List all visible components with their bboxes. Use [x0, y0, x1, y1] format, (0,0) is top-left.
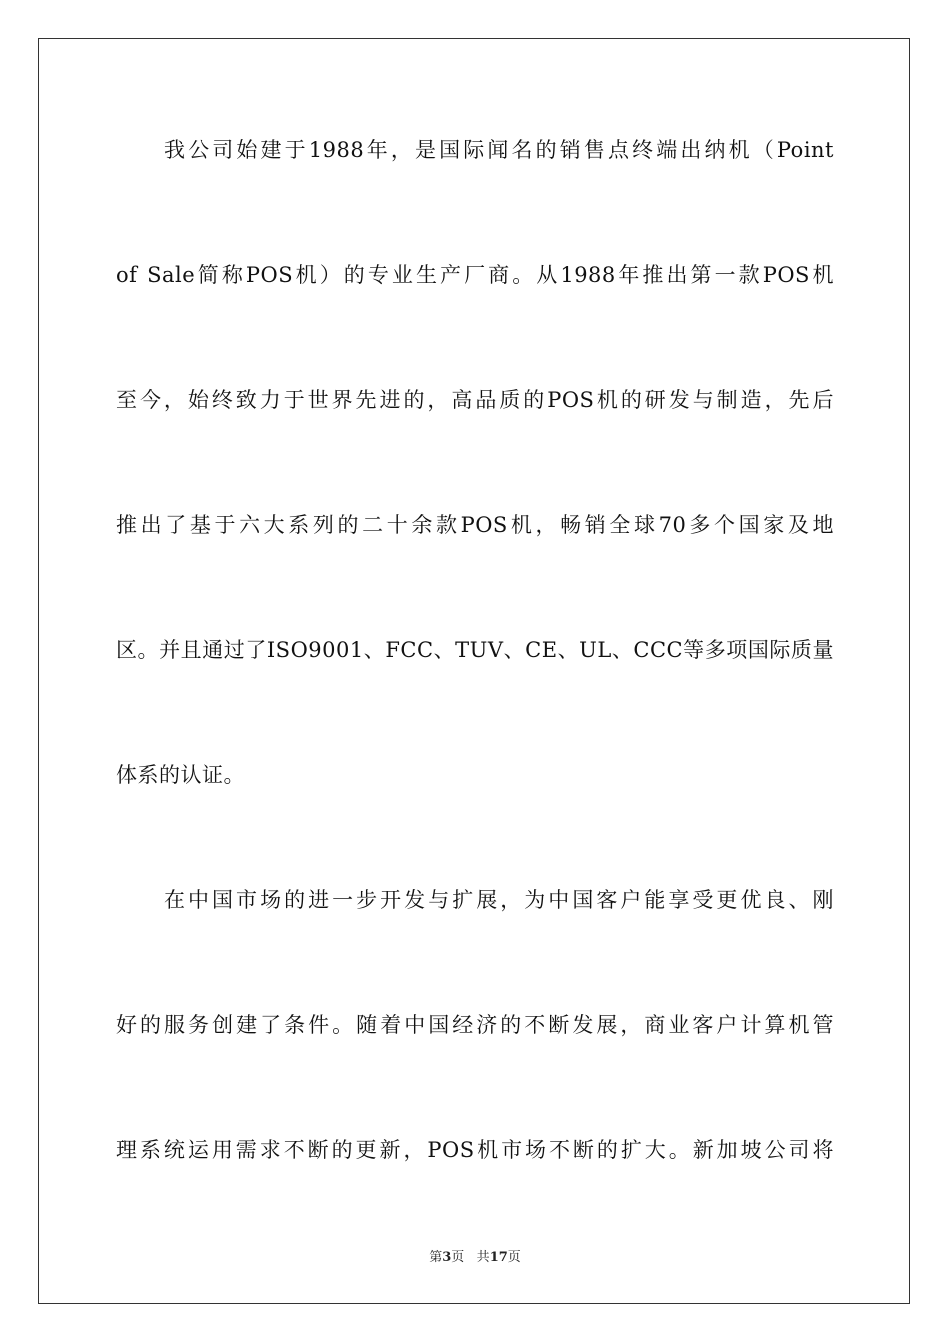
paragraph-2-line-2: 好的服务创建了条件。随着中国经济的不断发展，商业客户计算机管 [116, 1013, 834, 1037]
footer-total-pages: 17 [489, 1250, 508, 1265]
paragraph-1-line-6: 体系的认证。 [116, 763, 245, 787]
paragraph-2-line-1: 在中国市场的进一步开发与扩展，为中国客户能享受更优良、刚 [164, 888, 834, 912]
footer-page-suffix: 页 [451, 1250, 465, 1265]
page-footer [0, 1246, 950, 1265]
footer-page-prefix: 第 [429, 1250, 443, 1265]
footer-total-suffix: 页 [507, 1250, 521, 1265]
paragraph-1-line-1: 我公司始建于1988年，是国际闻名的销售点终端出纳机（Point [164, 138, 834, 162]
paragraph-1-line-5: 区。并且通过了ISO9001、FCC、TUV、CE、UL、CCC等多项国际质量 [116, 638, 834, 662]
footer-page-number: 3 [442, 1250, 452, 1265]
document-body [116, 118, 834, 1243]
paragraph-1-line-4: 推出了基于六大系列的二十余款POS机，畅销全球70多个国家及地 [116, 513, 834, 537]
paragraph-1-line-2: of Sale简称POS机）的专业生产厂商。从1988年推出第一款POS机 [116, 263, 834, 287]
paragraph-2-line-3: 理系统运用需求不断的更新，POS机市场不断的扩大。新加坡公司将 [116, 1138, 834, 1162]
paragraph-1-line-3: 至今，始终致力于世界先进的，高品质的POS机的研发与制造，先后 [116, 388, 834, 412]
footer-total-prefix: 共 [476, 1250, 490, 1265]
